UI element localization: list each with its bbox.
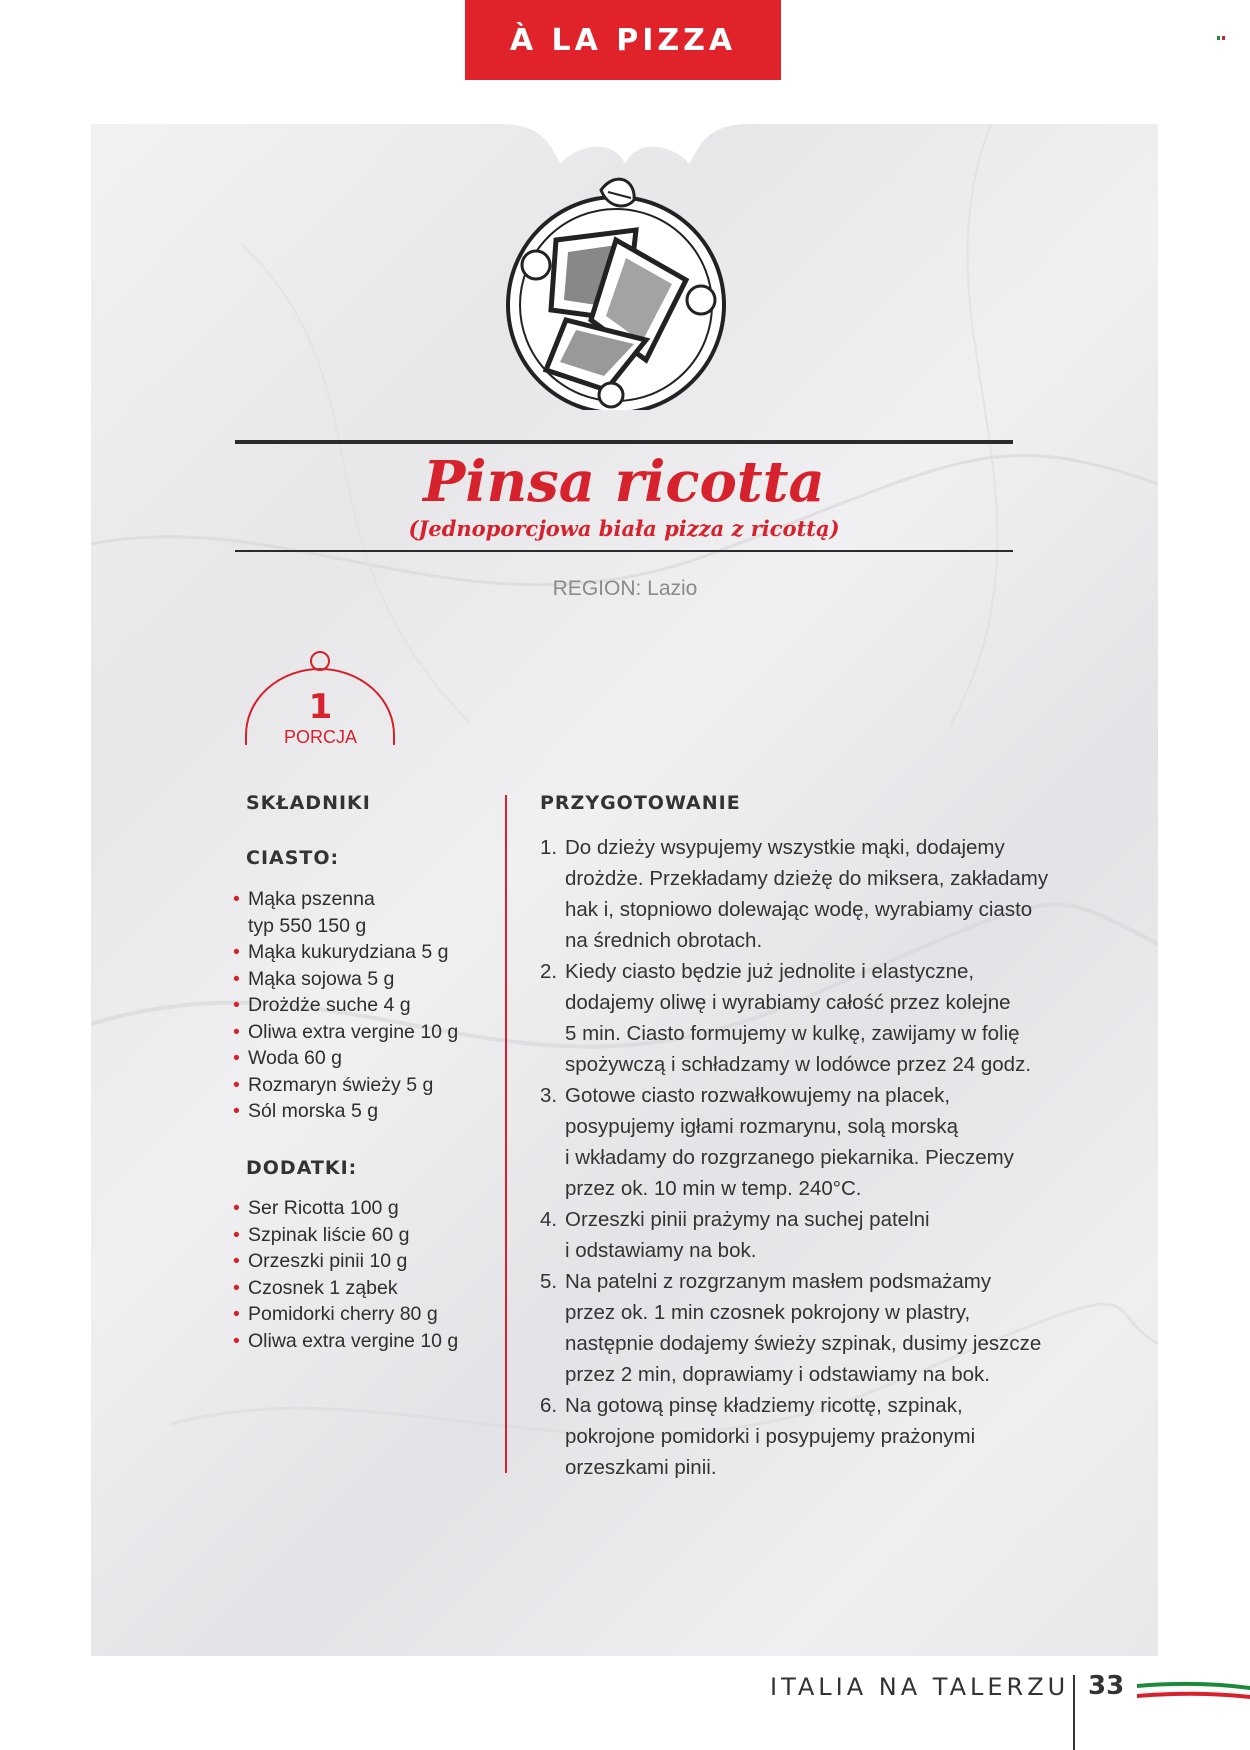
magazine-name: ITALIA NA TALERZU <box>770 1673 1070 1701</box>
preparation-steps <box>540 832 1080 1483</box>
list-item: • Drożdże suche 4 g <box>233 994 411 1016</box>
step-item: 5. Na patelni z rozgrzanym masłem podsmażamy przez ok. 1 min czosnek pokrojony w plastry, następnie dodajemy świeży szpinak, dusimy jeszcze przez 2 min, doprawiamy i odstawiamy na bok. <box>540 1270 1042 1386</box>
dough-list <box>233 886 458 1125</box>
region-label: REGION: Lazio <box>552 577 698 600</box>
portion-count: 1 <box>308 687 333 727</box>
list-item: • Sól morska 5 g <box>233 1100 379 1122</box>
list-item: • Mąka pszenna typ 550 150 g <box>233 888 375 937</box>
pinsa-dish-illustration <box>496 170 736 410</box>
step-item: 1. Do dzieży wsypujemy wszystkie mąki, dodajemy drożdże. Przekładamy dzieżę do miksera, zakładamy hak i, stopniowo dolewając wodę, wyrabiamy ciasto na średnich obrotach. <box>540 836 1049 952</box>
list-item: • Czosnek 1 ząbek <box>233 1276 398 1299</box>
step-item: 2. Kiedy ciasto będzie już jednolite i elastyczne, dodajemy oliwę i wyrabiamy całość przez kolejne 5 min. Ciasto formujemy w kulkę, zawijamy w folię spożywczą i schładzamy w lodówce przez 24 godz. <box>540 960 1032 1076</box>
flag-mark <box>1217 36 1225 40</box>
recipe-title: Pinsa ricotta <box>423 449 825 515</box>
list-item: • Orzeszki pinii 10 g <box>233 1250 408 1272</box>
portion-label: PORCJA <box>283 727 357 747</box>
list-item: • Oliwa extra vergine 10 g <box>233 1020 459 1043</box>
recipe-subtitle: (Jednoporcjowa biała pizza z ricottą) <box>408 516 840 541</box>
italian-flag-stripes <box>1137 1681 1250 1703</box>
step-item: 6. Na gotową pinsę kładziemy ricottę, szpinak, pokrojone pomidorki i posypujemy prażonymi orzeszkami pinii. <box>540 1394 976 1479</box>
column-divider <box>505 795 507 1473</box>
step-item: 3. Gotowe ciasto rozwałkowujemy na placek, posypujemy igłami rozmarynu, solą morską i wkładamy do rozgrzanego piekarnika. Pieczemy przez ok. 10 min w temp. 240°C. <box>540 1084 1014 1200</box>
list-item: • Pomidorki cherry 80 g <box>233 1303 438 1325</box>
list-item: • Szpinak liście 60 g <box>233 1223 410 1246</box>
preparation-heading: PRZYGOTOWANIE <box>540 792 741 814</box>
list-item: • Rozmaryn świeży 5 g <box>233 1073 434 1096</box>
list-item: • Oliwa extra vergine 10 g <box>233 1329 459 1352</box>
dough-heading: CIASTO: <box>246 847 340 869</box>
list-item: • Ser Ricotta 100 g <box>233 1197 399 1219</box>
ingredients-heading: SKŁADNIKI <box>246 792 371 814</box>
toppings-heading: DODATKI: <box>246 1157 358 1179</box>
toppings-list <box>233 1195 458 1354</box>
footer-separator <box>1073 1675 1075 1750</box>
title-rule-bottom <box>235 550 1013 552</box>
section-tab-label: À LA PIZZA <box>509 22 737 58</box>
section-tab <box>465 0 781 80</box>
step-item: 4. Orzeszki pinii prażymy na suchej patelni i odstawiamy na bok. <box>540 1208 930 1262</box>
title-rule-top <box>235 440 1013 444</box>
list-item: • Woda 60 g <box>233 1047 342 1069</box>
list-item: • Mąka sojowa 5 g <box>233 967 395 990</box>
page-number: 33 <box>1088 1671 1125 1701</box>
list-item: • Mąka kukurydziana 5 g <box>233 941 449 963</box>
